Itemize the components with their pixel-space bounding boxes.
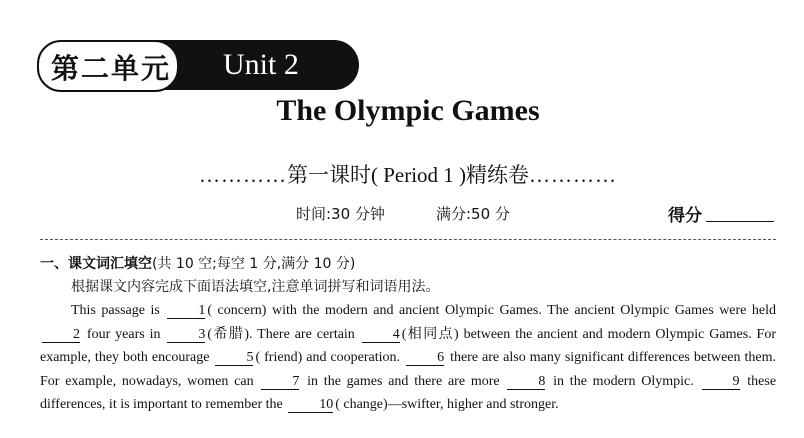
passage-text: This passage is: [71, 303, 160, 318]
unit-en-label: Unit 2: [223, 48, 299, 81]
hint-5: ( friend): [255, 350, 303, 365]
blank-8[interactable]: 8: [507, 375, 545, 390]
time-limit: 时间:30 分钟: [296, 205, 385, 223]
section-instruction: 根据课文内容完成下面语法填空,注意单词拼写和词语用法。: [71, 279, 440, 295]
section-title: 一、课文词汇填空: [40, 256, 152, 272]
blank-6[interactable]: 6: [406, 351, 444, 366]
passage-text: four years in: [82, 326, 161, 342]
hint-10: ( change): [335, 397, 388, 412]
blank-5[interactable]: 5: [215, 351, 253, 366]
section-note: (共 10 空;每空 1 分,满分 10 分): [152, 256, 356, 272]
subtitle-cn-part2: 精练卷: [466, 163, 530, 187]
passage-text: there are also many significant differences between them. For example, nowadays, women can: [40, 350, 776, 389]
blank-7[interactable]: 7: [261, 375, 299, 390]
page-title: The Olympic Games: [276, 94, 540, 127]
passage: [40, 299, 776, 417]
score-label: 得分: [668, 206, 702, 226]
passage-text: in the modern Olympic.: [547, 373, 694, 389]
subtitle-dots-right: …………: [529, 163, 618, 187]
passage-text: with the modern and ancient Olympic Games. The ancient Olympic Games were held: [266, 303, 777, 318]
subtitle-period: ( Period 1 ): [370, 163, 467, 187]
blank-2[interactable]: 2: [42, 328, 80, 343]
dashed-divider: [40, 239, 776, 240]
hint-4: (相同点): [401, 326, 459, 342]
passage-text: these differences, it is important to remember the: [40, 373, 777, 412]
blank-10[interactable]: 10: [288, 398, 333, 413]
blank-9[interactable]: 9: [702, 375, 740, 390]
unit-cn-label: 第二单元: [51, 52, 172, 85]
hint-1: ( concern): [207, 303, 267, 318]
full-score: 满分:50 分: [436, 205, 510, 223]
score-blank-line[interactable]: [706, 221, 774, 222]
hint-3: (希腊): [207, 326, 249, 342]
subtitle-dots-left: …………: [198, 163, 287, 187]
blank-4[interactable]: 4: [362, 328, 400, 343]
subtitle-cn-part1: 第一课时: [286, 163, 371, 187]
subtitle: [0, 159, 804, 189]
blank-3[interactable]: 3: [167, 328, 205, 343]
passage-paragraph: [40, 299, 776, 417]
blank-1[interactable]: 1: [167, 304, 205, 319]
section-heading: [40, 253, 355, 273]
passage-text: between the ancient and modern Olympic Games. For example, they both encourage: [40, 326, 777, 365]
passage-text: . There are certain: [249, 326, 355, 342]
unit-banner: [37, 40, 359, 90]
passage-text: —swifter, higher and stronger.: [387, 397, 559, 412]
passage-text: and cooperation.: [302, 350, 401, 365]
passage-text: in the games and there are more: [301, 373, 500, 389]
